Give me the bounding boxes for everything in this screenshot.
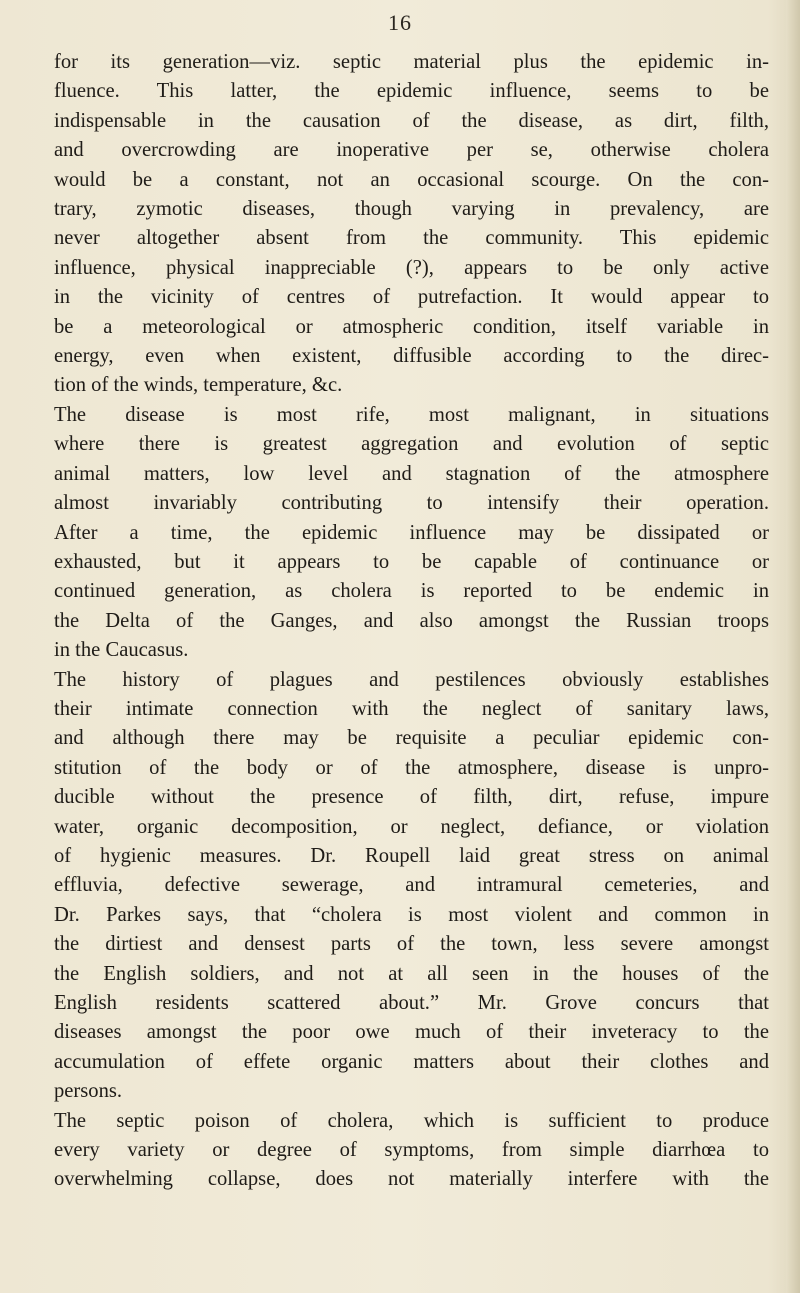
text-line: influence, physical inappreciable (?), appears to be only active [54,256,769,279]
text-line: tion of the winds, temperature, &c. [54,374,343,397]
text-line: in the Caucasus. [54,639,189,662]
text-line: The septic poison of cholera, which is sufficient to produce [54,1109,769,1132]
text-line: of hygienic measures. Dr. Roupell laid great stress on animal [54,844,769,867]
page-number: 16 [388,10,412,35]
text-line: and although there may be requisite a peculiar epidemic con- [54,727,769,750]
text-line: the English soldiers, and not at all seen in the houses of the [54,962,769,985]
text-line: energy, even when existent, diffusible according to the direc- [54,345,769,368]
text-line: stitution of the body or of the atmosphere, disease is unpro- [54,756,769,779]
text-line: continued generation, as cholera is reported to be endemic in [54,580,769,603]
paragraph-3 [54,666,769,1107]
text-line: animal matters, low level and stagnation of the atmosphere [54,462,769,485]
paragraph-1 [54,48,769,401]
paragraph-2 [54,401,769,666]
text-line: persons. [54,1080,123,1103]
text-line: diseases amongst the poor owe much of their inveteracy to the [54,1021,769,1044]
text-line: the dirtiest and densest parts of the town, less severe amongst [54,933,769,956]
text-line: indispensable in the causation of the disease, as dirt, filth, [54,109,769,132]
text-line: Dr. Parkes says, that “cholera is most violent and common in [54,903,769,926]
text-line: every variety or degree of symptoms, from simple diarrhœa to [54,1139,769,1162]
text-line: for its generation—viz. septic material plus the epidemic in- [54,51,769,73]
paragraph-4 [54,1107,769,1195]
text-line: fluence. This latter, the epidemic influence, seems to be [54,80,769,103]
body-text [54,48,769,1195]
text-line: where there is greatest aggregation and evolution of septic [54,433,769,456]
text-line: and overcrowding are inoperative per se, otherwise cholera [54,139,769,162]
text-line: trary, zymotic diseases, though varying in prevalency, are [54,198,769,221]
text-line: would be a constant, not an occasional scourge. On the con- [54,168,769,191]
text-line: The history of plagues and pestilences obviously establishes [54,668,769,691]
text-line: effluvia, defective sewerage, and intramural cemeteries, and [54,874,769,897]
page-edge-shadow [786,0,800,1293]
text-line: overwhelming collapse, does not materially interfere with the [54,1168,769,1191]
text-line: their intimate connection with the neglect of sanitary laws, [54,697,769,720]
text-line: The disease is most rife, most malignant, in situations [54,403,769,426]
text-line: After a time, the epidemic influence may be dissipated or [54,521,769,544]
text-line: in the vicinity of centres of putrefaction. It would appear to [54,286,769,309]
text-line: almost invariably contributing to intensify their operation. [54,492,769,515]
text-line: exhausted, but it appears to be capable of continuance or [54,550,769,573]
text-line: be a meteorological or atmospheric condition, itself variable in [54,315,769,338]
text-line: water, organic decomposition, or neglect, defiance, or violation [54,815,769,838]
text-line: the Delta of the Ganges, and also amongst the Russian troops [54,609,769,632]
text-line: ducible without the presence of filth, dirt, refuse, impure [54,786,769,809]
text-line: accumulation of effete organic matters about their clothes and [54,1050,769,1073]
text-line: never altogether absent from the community. This epidemic [54,227,769,250]
text-line: English residents scattered about.” Mr. Grove concurs that [54,992,769,1014]
